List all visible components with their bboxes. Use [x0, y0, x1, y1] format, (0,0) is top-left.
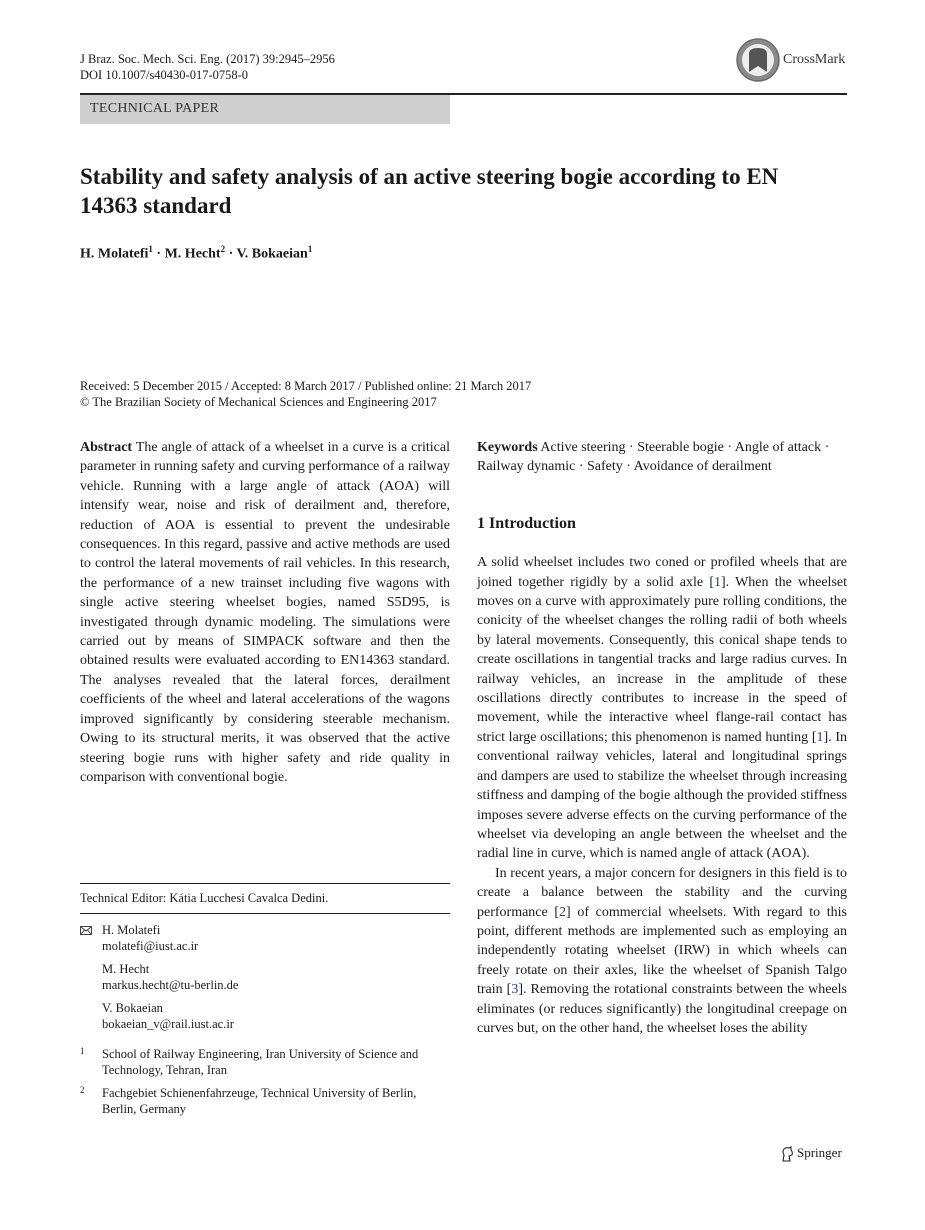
contact-email[interactable]: bokaeian_v@rail.iust.ac.ir — [102, 1016, 234, 1031]
contact-email[interactable]: molatefi@iust.ac.ir — [102, 938, 199, 953]
author-affiliation-mark: 1 — [148, 244, 153, 254]
affiliation-entry — [80, 1047, 450, 1078]
section-heading-introduction: 1 Introduction — [477, 514, 576, 532]
paragraph-text: In recent years, a major concern for designers in this field is to create a balance between the stability and the curving performance [ — [477, 865, 847, 920]
abstract-text: The angle of attack of a wheelset in a curve is a critical parameter in running safety and curving performance of a railway vehicle. Running with a large angle of attack (AOA) will intensify wear, noise and risk of derailment and, therefore, reduction of AOA is essential to prevent the undesirable consequences. In this regard, passive and active methods are used to control the lateral movements of rail vehicles. In this research, the performance of a new trainset including five wagons with single active steering wheelset bogies, named S5D95, is investigated through dynamic modeling. The simulations were carried out by means of SIMPACK software and then the obtained results were evaluated according to EN14363 standard. The analyses revealed that the lateral forces, derailment coefficients of the wheel and lateral accelerations of the wagons improved significantly by considering steerable mechanism. Owing to its structural merits, it was observed that the active steering bogie runs with higher safety and ride quality in comparison with conventional bogie. — [80, 440, 450, 785]
publisher-name: Springer — [797, 1145, 842, 1160]
contact-list — [80, 923, 450, 1040]
affiliation-list — [80, 1047, 450, 1125]
article-type-banner — [80, 95, 450, 124]
technical-editor: Technical Editor: Kátia Lucchesi Cavalca Dedini. — [80, 891, 329, 905]
copyright-line: © The Brazilian Society of Mechanical Sciences and Engineering 2017 — [80, 395, 437, 409]
contact-entry — [80, 923, 450, 954]
affiliation-entry — [80, 1086, 450, 1117]
citation-link[interactable]: 1 — [816, 729, 824, 745]
contact-entry — [80, 1001, 450, 1032]
journal-citation: J Braz. Soc. Mech. Sci. Eng. (2017) 39:2945–2956 — [80, 52, 335, 66]
footnote-rule — [80, 913, 450, 914]
keywords-section — [477, 438, 847, 477]
crossmark-label: CrossMark — [783, 52, 846, 67]
keywords-text: Active steering · Steerable bogie · Angle of attack · Railway dynamic · Safety · Avoidance of derailment — [477, 440, 830, 475]
paragraph — [477, 553, 847, 864]
crossmark-icon — [736, 38, 780, 82]
keywords-label: Keywords — [477, 440, 538, 455]
author-name: V. Bokaeian — [236, 246, 308, 262]
paragraph-text: ]. In conventional railway vehicles, lateral and longitudinal springs and dampers are used to stabilize the wheelset through increasing stiffness and damping of the bogie although the provided stiffness imposes severe adverse effects on the curving performance of the wheelset via developing an angle between the wheelset and the radial line in curve, which is named angle of attack (AOA). — [477, 729, 847, 862]
author-affiliation-mark: 2 — [220, 244, 226, 254]
introduction-body — [477, 553, 847, 1038]
publication-dates — [80, 378, 780, 410]
journal-doi[interactable]: DOI 10.1007/s40430-017-0758-0 — [80, 68, 249, 82]
contact-name: V. Bokaeian — [102, 1001, 163, 1015]
author-name: H. Molatefi — [80, 246, 149, 262]
abstract-label: Abstract — [80, 440, 133, 455]
citation-link[interactable]: 2 — [559, 904, 567, 920]
citation-link[interactable]: 1 — [713, 574, 721, 590]
affiliation-number: 2 — [80, 1085, 85, 1095]
affiliation-number: 1 — [80, 1046, 85, 1056]
contact-name: M. Hecht — [102, 962, 150, 976]
contact-name: H. Molatefi — [102, 923, 161, 937]
author-name: M. Hecht — [164, 246, 221, 262]
received-line: Received: 5 December 2015 / Accepted: 8 March 2017 / Published online: 21 March 2017 — [80, 379, 532, 393]
affiliation-text: School of Railway Engineering, Iran University of Science and Technology, Tehran, Iran — [102, 1047, 419, 1077]
journal-header — [80, 51, 335, 83]
contact-email[interactable]: markus.hecht@tu-berlin.de — [102, 977, 239, 992]
article-type: TECHNICAL PAPER — [90, 101, 220, 116]
paper-title: Stability and safety analysis of an active steering bogie according to EN 14363 standard — [80, 164, 779, 218]
author-separator: · — [225, 246, 237, 262]
paragraph — [477, 864, 847, 1039]
envelope-icon — [80, 926, 92, 935]
publisher-logo — [780, 1145, 842, 1162]
footnote-rule — [80, 883, 450, 884]
crossmark-badge[interactable] — [736, 38, 856, 84]
paragraph-text: ]. When the wheelset moves on a curve with approximately pure rolling conditions, the conicity of the wheelset changes the rolling radii of both wheels by lateral movements. Consequently, this conical shape tends to create oscillations in tangential tracks and large radius curves. In railway vehicles, an increase in the amplitude of these oscillations directly contributes to increase in the speed of movement, while the interactive wheel flange-rail contact has strict large oscillations; this phenomenon is named hunting [ — [477, 574, 847, 745]
affiliation-text: Fachgebiet Schienenfahrzeuge, Technical University of Berlin, Berlin, Germany — [102, 1086, 417, 1116]
author-separator: · — [152, 246, 165, 262]
springer-horse-icon — [780, 1146, 794, 1162]
author-list — [80, 244, 312, 263]
author-affiliation-mark: 1 — [307, 244, 313, 254]
paragraph-text: ] of commercial wheelsets. With regard to this point, different methods are implemented such as employing an independently rotating wheelset (IRW) in which wheels can freely rotate on their axles, like the wheelset of Spanish Talgo train [ — [477, 904, 847, 998]
contact-entry — [80, 962, 450, 993]
right-column — [477, 438, 847, 1038]
paragraph-text: ]. Removing the rotational constraints between the wheels eliminates (or reduces significantly) the longitudinal creepage on curves but, on the other hand, the wheelset loses the ability — [477, 982, 847, 1036]
citation-link[interactable]: 3 — [511, 982, 519, 998]
paragraph-text: A solid wheelset includes two coned or profiled wheels that are joined together rigidly by a solid axle [ — [477, 555, 847, 590]
abstract-section — [80, 438, 450, 787]
